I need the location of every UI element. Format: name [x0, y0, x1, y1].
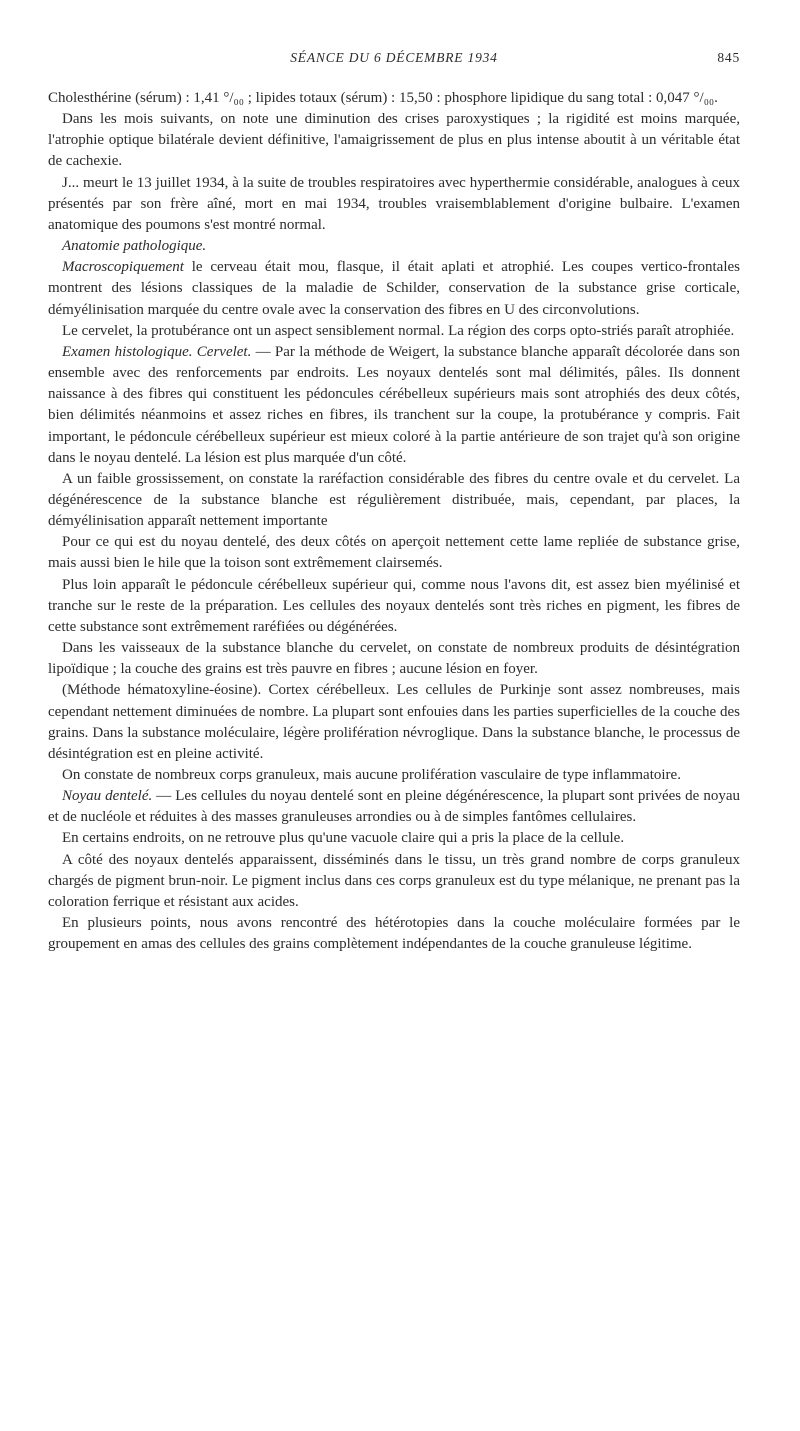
running-title: SÉANCE DU 6 DÉCEMBRE 1934 [290, 50, 498, 65]
paragraph [48, 469, 740, 532]
paragraph [48, 173, 740, 236]
paragraph [48, 638, 740, 680]
paragraph [48, 765, 740, 786]
paragraph [48, 575, 740, 638]
paragraph-text: le cerveau était mou, flasque, il était aplati et atrophié. Les coupes vertico-frontales montrent des lésions classiques de la maladie de Schilder, conservation de la substance grise corticale, démyélinisation marquée du centre ovale avec la conservation des fibres en U des circonvolutions. [48, 259, 740, 318]
paragraph-text: En certains endroits, on ne retrouve plus qu'une vacuole claire qui a pris la place de la cellule. [62, 830, 625, 847]
paragraph-text: Le cervelet, la protubérance ont un aspect sensiblement normal. La région des corps opto-striés paraît atrophiée. [62, 322, 735, 339]
paragraph-text: Dans les mois suivants, on note une diminution des crises paroxystiques ; la rigidité est moins marquée, l'atrophie optique bilatérale devient définitive, l'amaigrissement de plus en plus intense aboutit à un véritable état de cachexie. [48, 111, 740, 170]
paragraph [48, 257, 740, 320]
paragraph-text: Cholesthérine (sérum) : 1,41 °/₀₀ ; lipides totaux (sérum) : 15,50 : phosphore lipidique du sang total : 0,047 °/₀₀. [48, 90, 718, 106]
paragraph-text: Pour ce qui est du noyau dentelé, des deux côtés on aperçoit nettement cette lame repliée de substance grise, mais aussi bien le hile que la toison sont extrêmement clairsemés. [48, 534, 740, 572]
paragraph-text: A côté des noyaux dentelés apparaissent, disséminés dans le tissu, un très grand nombre de corps granuleux chargés de pigment brun-noir. Le pigment inclus dans ces corps granuleux est du type mélanique, ne prenant pas la coloration ferrique et résistant aux acides. [48, 851, 740, 910]
paragraph [48, 236, 740, 257]
paragraph-text: (Méthode hématoxyline-éosine). Cortex cérébelleux. Les cellules de Purkinje sont assez nombreuses, mais cependant nettement diminuées de nombre. La plupart sont enfouies dans les parties superficielles de la couche des grains. Dans la substance moléculaire, légère prolifération névroglique. Dans la substance blanche, le processus de désintégration est en pleine activité. [48, 682, 740, 762]
paragraph [48, 850, 740, 913]
paragraph [48, 88, 740, 109]
paragraph-text: Dans les vaisseaux de la substance blanche du cervelet, on constate de nombreux produits de désintégration lipoïdique ; la couche des grains est très pauvre en fibres ; aucune lésion en foyer. [48, 640, 740, 678]
paragraph [48, 532, 740, 574]
paragraph [48, 321, 740, 342]
paragraph-text: — Les cellules du noyau dentelé sont en pleine dégénérescence, la plupart sont privées de noyau et de nucléole et réduites à des masses granuleuses arrondies ou à de simples fantômes cellulaires. [48, 788, 740, 826]
paragraph [48, 109, 740, 172]
paragraph [48, 913, 740, 955]
section-heading: Examen histologique. Cervelet. [62, 343, 252, 360]
paragraph-text: A un faible grossissement, on constate la raréfaction considérable des fibres du centre ovale et du cervelet. La dégénérescence de la substance blanche est régulièrement distribuée, mais, cependant, par places, la démyélinisation apparaît nettement importante [48, 470, 740, 530]
section-heading: Noyau dentelé. [62, 788, 153, 805]
paragraph-text: En plusieurs points, nous avons rencontré des hétérotopies dans la couche moléculaire formées par le groupement en amas des cellules des grains complètement indépendantes de la couche granuleuse légitime. [48, 915, 740, 953]
paragraph-text: J... meurt le 13 juillet 1934, à la suite de troubles respiratoires avec hyperthermie considérable, analogues à ceux présentés par son frère aîné, mort en mai 1934, troubles vraisemblablement d'origine bulbaire. L'examen anatomique des poumons s'est montré normal. [48, 174, 740, 233]
paragraph [48, 680, 740, 765]
paragraph-text: Plus loin apparaît le pédoncule cérébelleux supérieur qui, comme nous l'avons dit, est assez bien myélinisé et tranche sur le reste de la préparation. Les cellules des noyaux dentelés sont très riches en pigment, les fibres de cette substance sont extrêmement raréfiées ou dégénérées. [48, 576, 740, 635]
paragraph [48, 828, 740, 849]
section-heading: Macroscopiquement [62, 259, 184, 276]
paragraph [48, 786, 740, 828]
body-text [48, 88, 740, 955]
page-number: 845 [717, 50, 740, 65]
running-header [48, 50, 740, 72]
paragraph [48, 342, 740, 469]
paragraph-text: — Par la méthode de Weigert, la substance blanche apparaît décolorée dans son ensemble avec des renforcements par endroits. Les noyaux dentelés sont mal délimités, pâles. Ils donnent naissance à des fibres qui constituent les pédoncules cérébelleux supérieurs mais sont atrophiés des deux côtés, bien délimités néanmoins et assez riches en fibres, ils tranchent sur la coupe, la protubérance y compris. Fait important, le pédoncule cérébelleux supérieur est mieux coloré à la partie antérieure de son trajet qu'à son origine dans le noyau dentelé. La lésion est plus marquée d'un côté. [48, 343, 740, 466]
paragraph-text: On constate de nombreux corps granuleux, mais aucune prolifération vasculaire de type inflammatoire. [62, 767, 681, 783]
section-heading: Anatomie pathologique. [62, 238, 207, 255]
